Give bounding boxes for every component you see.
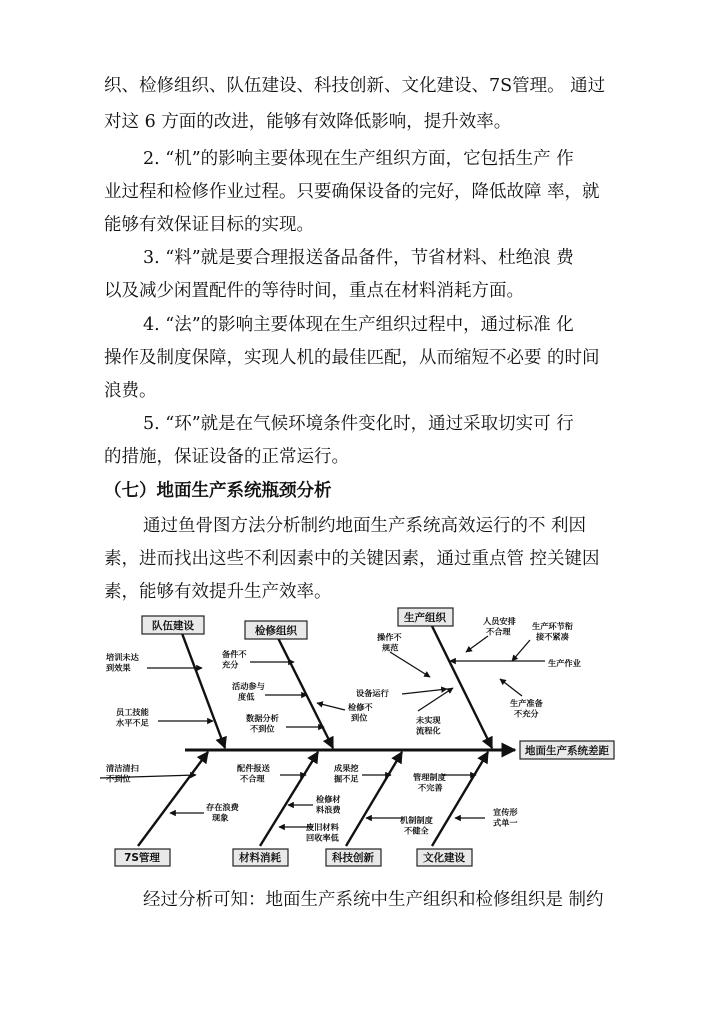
paragraph-line: 5. “环”就是在气候环境条件变化时，通过采取切实可 行 [143, 414, 574, 434]
cause-culture-mgmt: 管理制度不完善 [413, 772, 446, 793]
cause-prod-prep: 生产准备不充分 [510, 698, 543, 719]
cause-maint-repair: 检修不到位 [348, 702, 373, 723]
paragraph-line: 素，能够有效提升生产效率。 [104, 582, 332, 602]
bone-culture [432, 752, 488, 846]
category-label-7s: 7S管理 [124, 852, 160, 864]
paragraph-line: 3. “料”就是要合理报送备品备件，节省材料、杜绝浪 费 [143, 248, 574, 268]
cause-equipment: 设备运行 [356, 688, 389, 698]
effect-label: 地面生产系统差距 [525, 745, 609, 757]
cause-team-training: 培训未达到效果 [106, 652, 139, 673]
arrow-prod-linkage [512, 640, 530, 661]
fishbone-diagram [100, 600, 620, 875]
cause-tech-mechanism: 机制制度不健全 [400, 815, 433, 836]
closing-line: 经过分析可知：地面生产系统中生产组织和检修组织是 制约 [143, 890, 604, 910]
cause-prod-linkage: 生产环节衔接不紧凑 [532, 621, 573, 642]
paragraph-line: 通过鱼骨图方法分析制约地面生产系统高效运行的不 利因 [143, 516, 587, 536]
category-label-tech: 科技创新 [332, 852, 374, 864]
cause-prod-staffing: 人员安排不合理 [483, 616, 516, 637]
paragraph-line: 业过程和检修作业过程。只要确保设备的完好，降低故障 率，就 [104, 182, 600, 202]
cause-prod-process: 未实现流程化 [416, 715, 441, 736]
arrow-prod-operation [390, 652, 430, 677]
bone-maintenance [275, 632, 333, 748]
category-label-materials: 材料消耗 [239, 852, 281, 864]
category-label-maintenance: 检修组织 [255, 625, 297, 637]
cause-s-waste: 存在浪费现象 [206, 802, 239, 823]
bone-7s [138, 752, 208, 846]
paragraph-line: 素，进而找出这些不利因素中的关键因素，通过重点管 控关键因 [104, 549, 600, 569]
paragraph-line: 织、检修组织、队伍建设、科技创新、文化建设、7S管理。 通过 [104, 76, 606, 96]
cause-maint-parts: 备件不充分 [222, 649, 247, 670]
cause-s-cleaning: 清洁清扫不到位 [106, 763, 139, 784]
arrow-maint-repair [317, 703, 345, 710]
paragraph-line: 能够有效保证目标的实现。 [104, 215, 314, 235]
paragraph-line: 4. “法”的影响主要体现在生产组织过程中，通过标准 化 [143, 315, 574, 335]
bone-team [180, 628, 225, 748]
paragraph-line: 对这 6 方面的改进，能够有效降低影响，提升效率。 [104, 112, 512, 132]
paragraph-line: 2. “机”的影响主要体现在生产组织方面，它包括生产 作 [143, 149, 574, 169]
cause-team-skill: 员工技能水平不足 [116, 707, 149, 728]
category-label-culture: 文化建设 [423, 852, 465, 864]
cause-mat-waste: 检修材料浪费 [316, 794, 341, 815]
arrow-prod-prep [500, 679, 522, 696]
cause-maint-activity: 活动参与度低 [232, 681, 265, 702]
category-label-team: 队伍建设 [152, 620, 194, 632]
paragraph-line: 以及减少闲置配件的等待时间，重点在材料消耗方面。 [104, 281, 524, 301]
arrow-prod-staffing [466, 636, 488, 652]
section-heading: （七）地面生产系统瓶颈分析 [104, 481, 332, 501]
cause-culture-promo: 宣传形式单一 [493, 807, 518, 828]
cause-mat-report: 配件报送不合理 [237, 763, 270, 784]
cause-maint-data: 数据分析不到位 [246, 713, 279, 734]
cause-prod-operation: 操作不规范 [377, 632, 402, 653]
arrow-equipment [402, 689, 447, 694]
cause-tech-results: 成果挖掘不足 [334, 763, 359, 784]
cause-mat-recycle: 废旧材料回收率低 [306, 822, 339, 843]
paragraph-line: 操作及制度保障，实现人机的最佳匹配，从而缩短不必要 的时间 [104, 348, 600, 368]
paragraph-line: 的措施，保证设备的正常运行。 [104, 447, 349, 467]
cause-prod-work: 生产作业 [548, 658, 581, 668]
category-label-production: 生产组织 [404, 612, 446, 624]
paragraph-line: 浪费。 [104, 381, 157, 401]
